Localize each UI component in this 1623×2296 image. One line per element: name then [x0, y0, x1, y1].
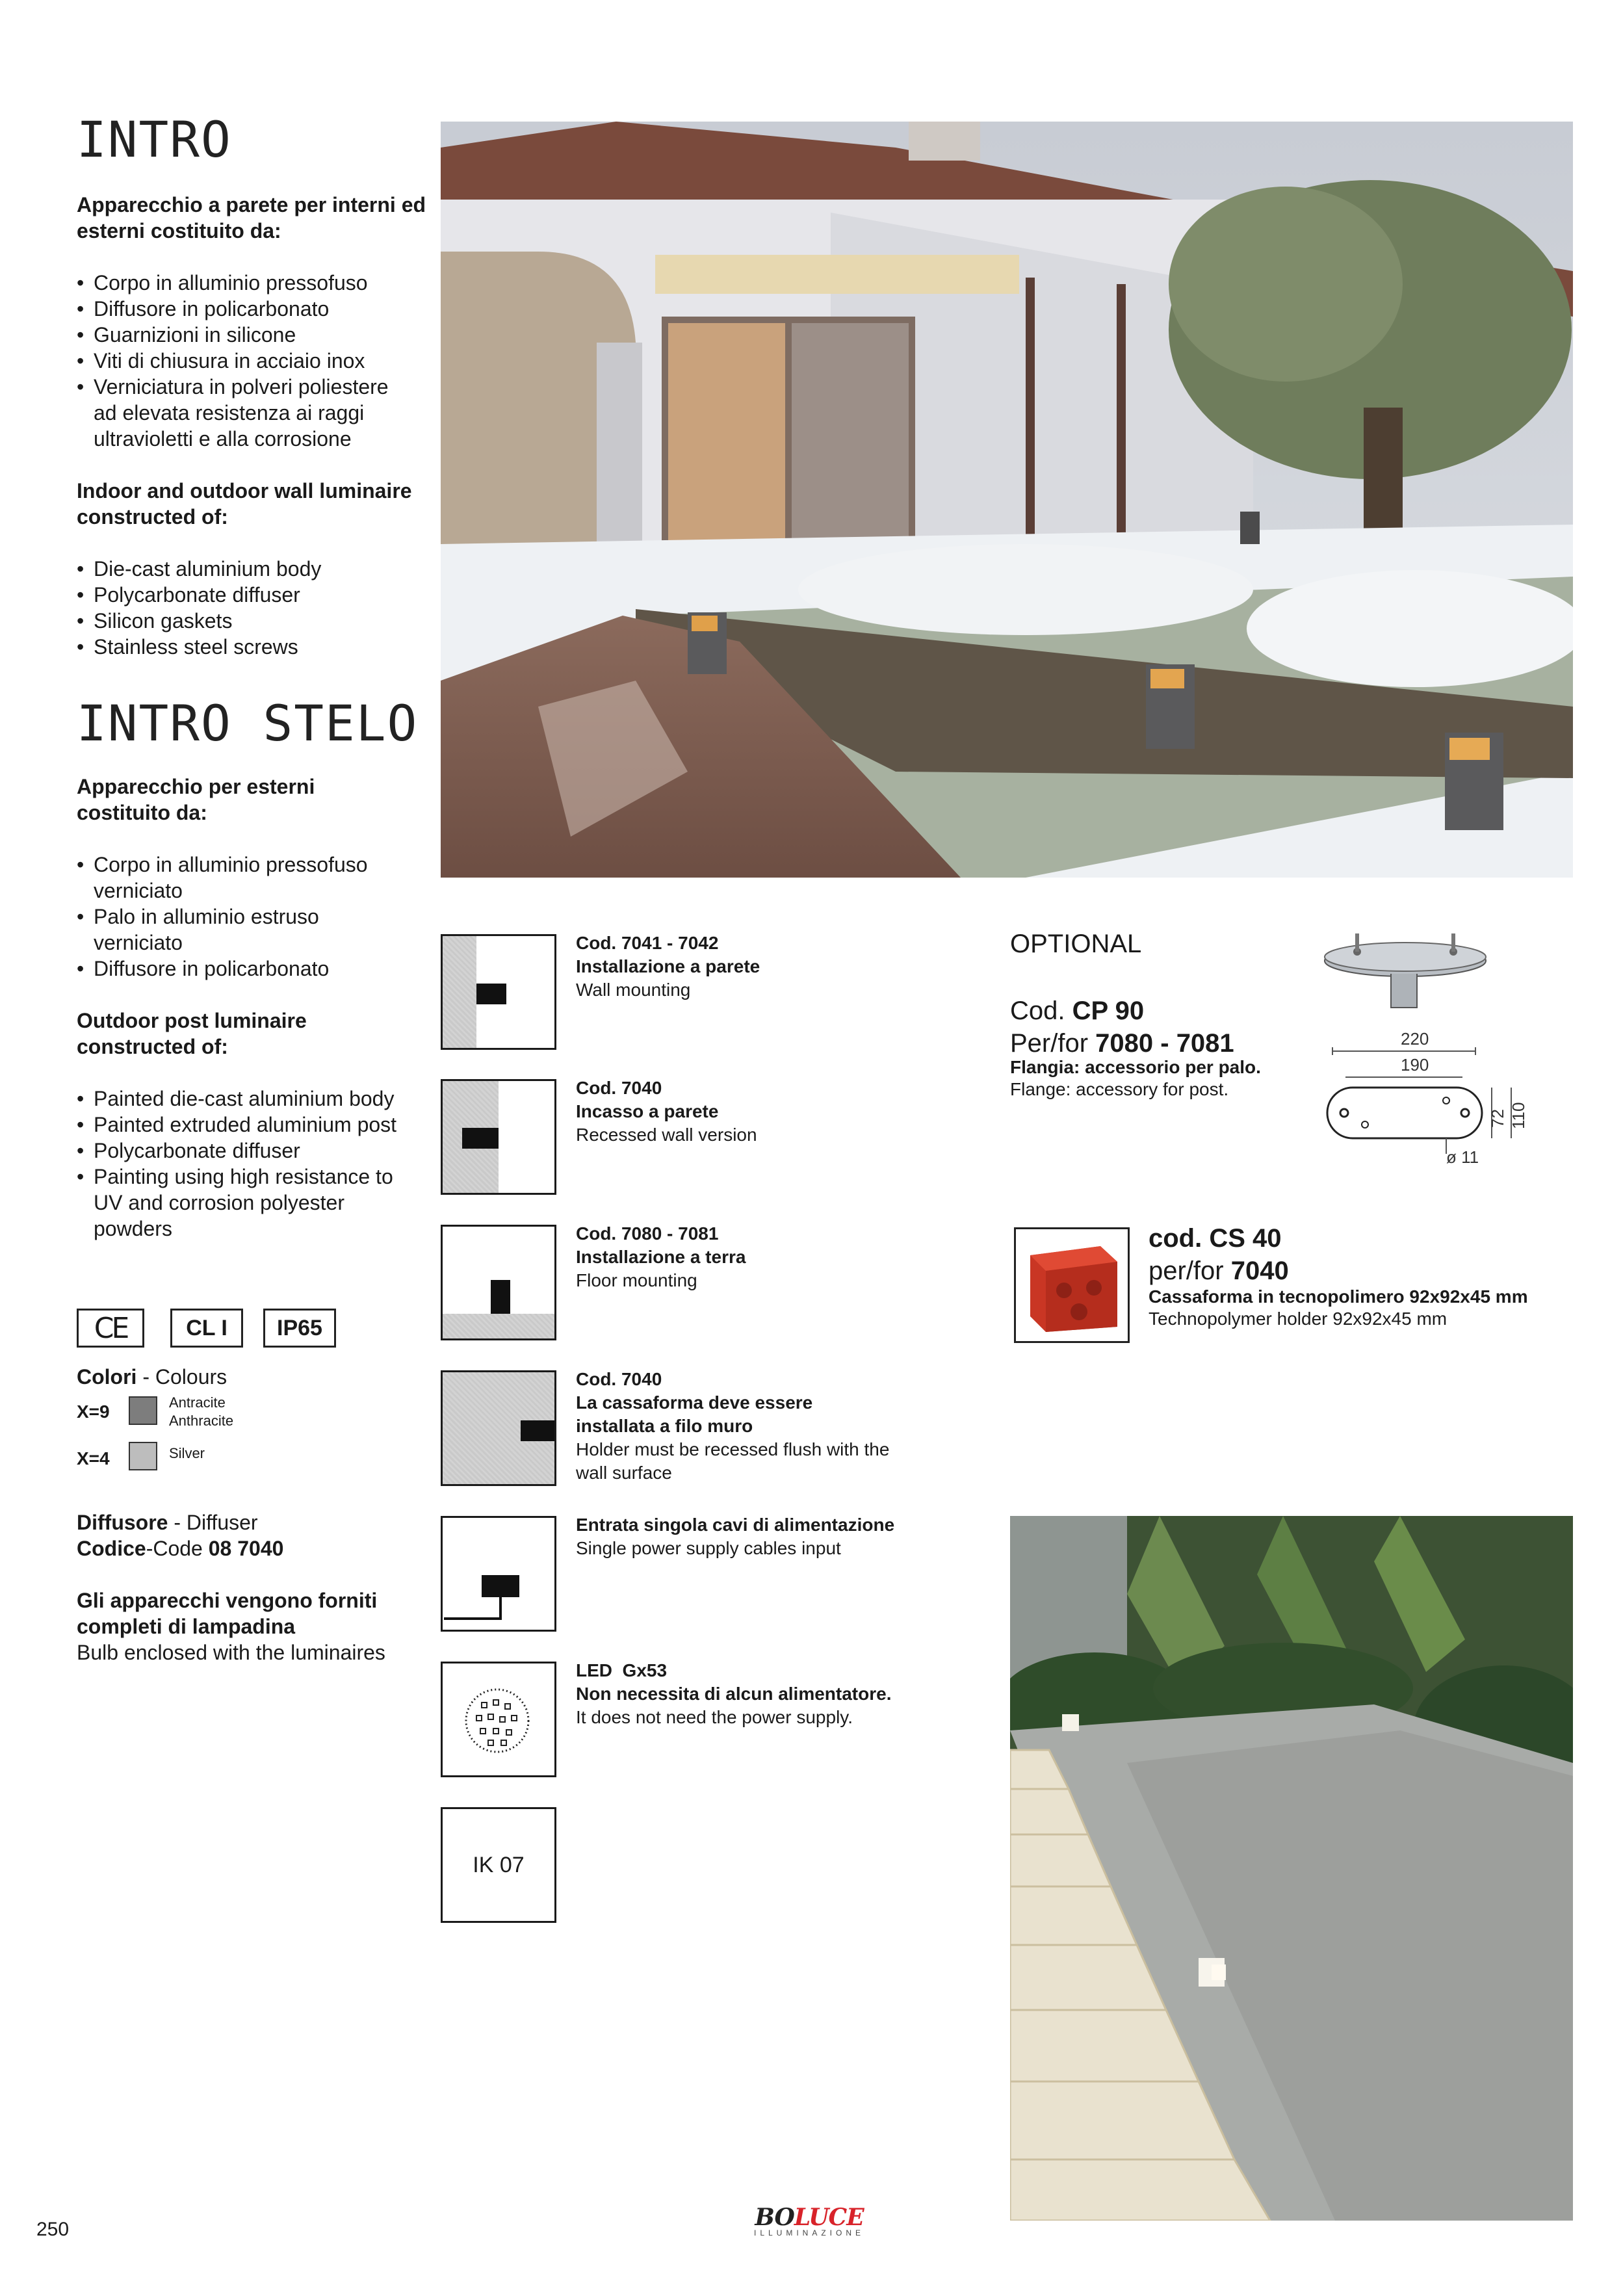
list-item: • Guarnizioni in silicone: [77, 322, 428, 348]
cable-icon: [443, 1518, 554, 1630]
list-item: • Painted die-cast aluminium body: [77, 1086, 415, 1112]
intro-it-list: [77, 270, 428, 452]
stelo-it-list: [77, 852, 382, 982]
install-text-cable: Entrata singola cavi di alimentazione Single power supply cables input: [576, 1515, 895, 1558]
optional-title: OPTIONAL: [1010, 930, 1142, 958]
swatch-silver: [129, 1442, 157, 1470]
fixture-icon: [462, 1128, 499, 1149]
list-item: • Corpo in alluminio pressofuso verniciato: [77, 852, 382, 904]
wall-icon: [443, 936, 476, 1048]
list-item: • Corpo in alluminio pressofuso: [77, 270, 428, 296]
dim-110: 110: [1509, 1102, 1528, 1129]
list-item: • Palo in alluminio estruso verniciato: [77, 904, 382, 956]
dim-220: 220: [1401, 1029, 1429, 1049]
stelo-en-list: [77, 1086, 415, 1242]
list-item: • Polycarbonate diffuser: [77, 582, 428, 608]
list-item: • Silicon gaskets: [77, 608, 428, 634]
dim-190: 190: [1401, 1055, 1429, 1075]
cs40-holder-photo: [1014, 1227, 1130, 1343]
ik-rating-badge: IK 07: [441, 1807, 556, 1923]
recessed-wall-icon: [441, 1079, 556, 1195]
list-item: • Viti di chiusura in acciaio inox: [77, 348, 428, 374]
intro-it-heading: Apparecchio a parete per interni ed esterni costituito da:: [77, 193, 426, 242]
list-item: • Painting using high resistance to UV and corrosion polyester powders: [77, 1164, 415, 1242]
page-number: 250: [36, 2219, 70, 2240]
class-badge: CL I: [170, 1309, 243, 1348]
intro-en-list: [77, 556, 428, 660]
colours-heading: Colori - Colours: [77, 1365, 227, 1389]
list-item: • Diffusore in policarbonato: [77, 956, 382, 982]
led-chip-icon: [443, 1663, 554, 1775]
flush-holder-icon: [441, 1370, 556, 1486]
fixture-icon: [476, 984, 506, 1004]
colour-label-anthracite: Antracite Anthracite: [169, 1394, 234, 1429]
colour-code-silver: X=4: [77, 1448, 110, 1468]
list-item: • Stainless steel screws: [77, 634, 428, 660]
ip-rating-badge: IP65: [263, 1309, 336, 1348]
stelo-title: INTRO STELO: [77, 694, 419, 752]
boluce-logo: BOLUCE ILLUMINAZIONE: [753, 2204, 864, 2237]
garden-house-photo: [441, 122, 1573, 878]
intro-en-heading: Indoor and outdoor wall luminaire constructed of:: [77, 479, 412, 528]
led-module-icon: [441, 1662, 556, 1777]
colour-code-anthracite: X=9: [77, 1402, 110, 1422]
bulb-note: Gli apparecchi vengono forniti completi di lampadina Bulb enclosed with the luminaires: [77, 1589, 385, 1664]
stairs-illustration: [1010, 1516, 1573, 2221]
garden-house-illustration: [441, 122, 1573, 878]
flange-illustration: [1319, 923, 1495, 1021]
post-icon: [491, 1280, 510, 1314]
fixture-icon: [521, 1420, 554, 1441]
dim-72: 72: [1488, 1109, 1507, 1128]
install-text-floor: Cod. 7080 - 7081 Installazione a terra Floor mounting: [576, 1223, 746, 1290]
list-item: • Die-cast aluminium body: [77, 556, 428, 582]
stelo-it-heading: Apparecchio per esterni costituito da:: [77, 775, 315, 824]
list-item: • Diffusore in policarbonato: [77, 296, 428, 322]
floor-mounting-icon: [441, 1225, 556, 1340]
stelo-description: [77, 774, 428, 1242]
swatch-anthracite: [129, 1396, 157, 1425]
cs40-description: Cassaforma in tecnopolimero 92x92x45 mm Technopolymer holder 92x92x45 mm: [1149, 1286, 1528, 1329]
intro-title: INTRO: [77, 111, 232, 168]
wall-mounting-icon: [441, 934, 556, 1050]
colour-label-silver: Silver: [169, 1445, 205, 1461]
optional-code: Cod. CP 90 Per/for 7080 - 7081: [1010, 997, 1234, 1058]
install-text-led: LED Gx53 Non necessita di alcun alimentatore. It does not need the power supply.: [576, 1660, 892, 1727]
list-item: • Painted extruded aluminium post: [77, 1112, 415, 1138]
list-item: • Verniciatura in polveri poliestere ad elevata resistenza ai raggi ultravioletti e alla corrosione: [77, 374, 406, 452]
optional-description: Flangia: accessorio per palo. Flange: accessory for post.: [1010, 1057, 1261, 1099]
intro-description: [77, 192, 428, 660]
ce-mark-badge: CE: [77, 1309, 144, 1348]
cs40-code: cod. CS 40 per/for 7040: [1149, 1224, 1289, 1285]
diffuser-info: Diffusore - Diffuser Codice-Code 08 7040: [77, 1511, 284, 1560]
install-text-recessed: Cod. 7040 Incasso a parete Recessed wall version: [576, 1078, 757, 1145]
install-text-flush: Cod. 7040 La cassaforma deve essere installata a filo muro Holder must be recessed flush with the wall surface: [576, 1369, 890, 1483]
ground-icon: [443, 1314, 554, 1338]
list-item: • Polycarbonate diffuser: [77, 1138, 415, 1164]
dim-hole: ø 11: [1446, 1147, 1479, 1167]
stelo-en-heading: Outdoor post luminaire constructed of:: [77, 1009, 307, 1058]
holder-box-icon: [1016, 1229, 1128, 1341]
install-text-wall: Cod. 7041 - 7042 Installazione a parete Wall mounting: [576, 933, 760, 1000]
stairs-photo: [1010, 1516, 1573, 2221]
flange-dimension-drawing: [1319, 1024, 1534, 1173]
cable-input-icon: [441, 1516, 556, 1632]
